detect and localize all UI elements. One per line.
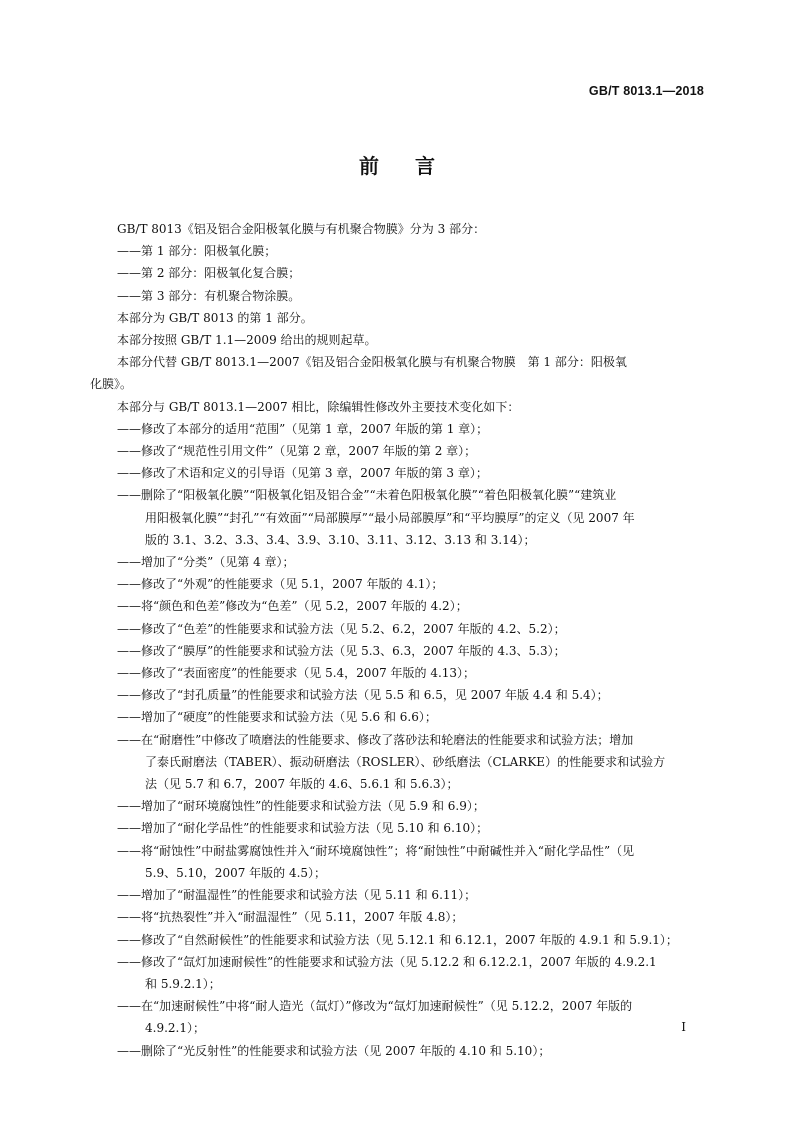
text-line: ——增加了“耐环境腐蚀性”的性能要求和试验方法（见 5.9 和 6.9）； <box>117 799 485 814</box>
text-line: ——修改了“外观”的性能要求（见 5.1，2007 年版的 4.1）； <box>117 577 444 592</box>
text-line: ——增加了“耐化学品性”的性能要求和试验方法（见 5.10 和 6.10）； <box>117 821 489 836</box>
text-line: ——第 2 部分：阳极氧化复合膜； <box>117 266 301 281</box>
text-line: ——修改了“膜厚”的性能要求和试验方法（见 5.3、6.3，2007 年版的 4.3、5.3）； <box>117 643 566 658</box>
page-title: 前言 <box>359 154 471 178</box>
text-line: ——第 3 部分：有机聚合物涂膜。 <box>117 288 301 303</box>
text-line: 5.9、5.10，2007 年版的 4.5）； <box>145 865 327 880</box>
text-line: ——修改了“氙灯加速耐候性”的性能要求和试验方法（见 5.12.2 和 6.12.2.1，2007 年版的 4.9.2.1 <box>117 954 657 969</box>
text-line: ——修改了术语和定义的引导语（见第 3 章，2007 年版的第 3 章）； <box>117 466 488 481</box>
page-number: I <box>681 1020 686 1034</box>
text-line: ——删除了“光反射性”的性能要求和试验方法（见 2007 年版的 4.10 和 5.10）； <box>117 1043 551 1058</box>
text-line: ——增加了“硬度”的性能要求和试验方法（见 5.6 和 6.6）； <box>117 710 437 725</box>
text-line: 和 5.9.2.1）； <box>145 976 221 991</box>
text-line: 本部分为 GB/T 8013 的第 1 部分。 <box>117 310 313 325</box>
text-line: 本部分与 GB/T 8013.1—2007 相比，除编辑性修改外主要技术变化如下： <box>117 399 520 414</box>
text-line: ——在“耐磨性”中修改了喷磨法的性能要求、修改了落砂法和轮磨法的性能要求和试验方法；增加 <box>117 732 634 747</box>
text-line: ——将“抗热裂性”并入“耐温湿性”（见 5.11，2007 年版 4.8）； <box>117 910 464 925</box>
text-line: ——增加了“分类”（见第 4 章）； <box>117 555 295 570</box>
text-line: ——修改了“封孔质量”的性能要求和试验方法（见 5.5 和 6.5，见 2007 年版 4.4 和 5.4）； <box>117 688 609 703</box>
text-line: 了泰氏耐磨法（TABER）、振动研磨法（ROSLER）、砂纸磨法（CLARKE）的性能要求和试验方 <box>145 754 666 769</box>
text-line: 法（见 5.7 和 6.7，2007 年版的 4.6、5.6.1 和 5.6.3）； <box>145 777 459 792</box>
standard-number: GB/T 8013.1—2018 <box>588 84 704 98</box>
text-line: 本部分代替 GB/T 8013.1—2007《铝及铝合金阳极氧化膜与有机聚合物膜 第 1 部分：阳极氧 <box>117 355 627 370</box>
preface-body <box>90 218 707 1062</box>
text-line: ——修改了本部分的适用“范围”（见第 1 章，2007 年版的第 1 章）； <box>117 421 489 436</box>
text-line: GB/T 8013《铝及铝合金阳极氧化膜与有机聚合物膜》分为 3 部分： <box>117 222 486 236</box>
text-line: ——修改了“色差”的性能要求和试验方法（见 5.2、6.2，2007 年版的 4.2、5.2）； <box>117 621 566 636</box>
text-line: 本部分按照 GB/T 1.1—2009 给出的规则起草。 <box>117 333 377 348</box>
text-line: 用阳极氧化膜”“封孔”“有效面”“局部膜厚”“最小局部膜厚”和“平均膜厚”的定义（见 2007 年 <box>145 510 635 525</box>
text-line: 化膜》。 <box>90 377 133 392</box>
text-line: ——增加了“耐温湿性”的性能要求和试验方法（见 5.11 和 6.11）； <box>117 888 477 903</box>
text-line: ——将“耐蚀性”中耐盐雾腐蚀性并入“耐环境腐蚀性”；将“耐蚀性”中耐碱性并入“耐化学品性”（见 <box>117 843 635 858</box>
text-line: ——删除了“阳极氧化膜”“阳极氧化铝及铝合金”“未着色阳极氧化膜”“着色阳极氧化膜”“建筑业 <box>117 488 617 503</box>
text-line: 4.9.2.1）； <box>145 1021 205 1036</box>
text-line: 版的 3.1、3.2、3.3、3.4、3.9、3.10、3.11、3.12、3.13 和 3.14）； <box>145 532 536 547</box>
text-line: ——在“加速耐候性”中将“耐人造光（氙灯）”修改为“氙灯加速耐候性”（见 5.12.2，2007 年版的 <box>117 999 633 1014</box>
text-line: ——修改了“规范性引用文件”（见第 2 章，2007 年版的第 2 章）； <box>117 444 477 459</box>
text-line: ——将“颜色和色差”修改为“色差”（见 5.2，2007 年版的 4.2）； <box>117 599 468 614</box>
text-line: ——第 1 部分：阳极氧化膜； <box>117 244 277 259</box>
text-line: ——修改了“表面密度”的性能要求（见 5.4，2007 年版的 4.13）； <box>117 666 476 681</box>
text-line: ——修改了“自然耐候性”的性能要求和试验方法（见 5.12.1 和 6.12.1，2007 年版的 4.9.1 和 5.9.1）； <box>117 932 678 947</box>
